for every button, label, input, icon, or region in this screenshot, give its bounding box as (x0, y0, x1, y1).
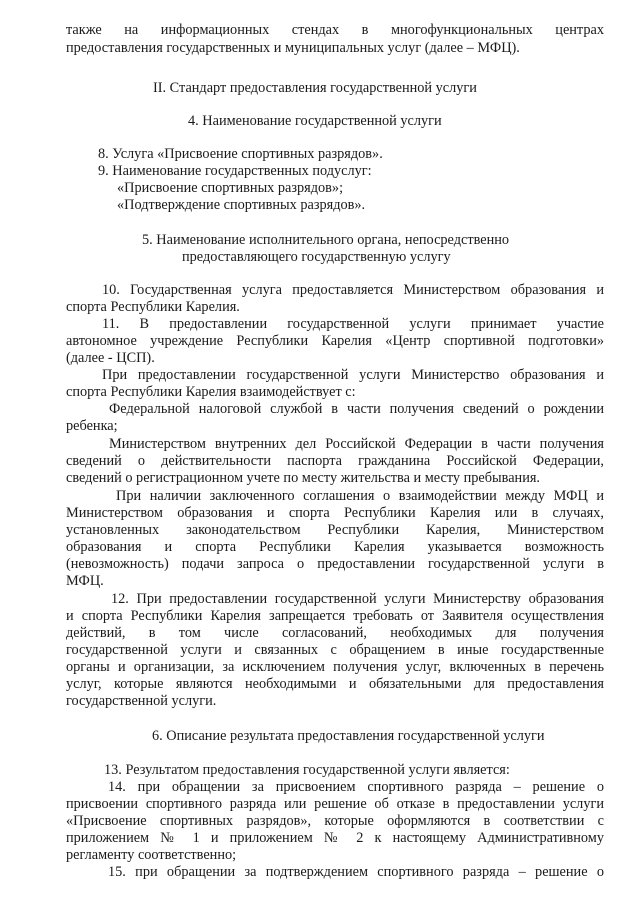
text-line: установленных законодательством Республики Карелия, Министерством (66, 522, 604, 538)
text-line: органы и организации, за исключением получения услуг, включенных в перечень (66, 659, 604, 675)
text-line: сведений о действительности паспорта гражданина Российской Федерации, (66, 453, 604, 469)
text-line: 10. Государственная услуга предоставляется Министерством образования и (102, 282, 604, 298)
text-line: Министерством внутренних дел Российской Федерации в части получения (109, 436, 604, 452)
text-line: 14. при обращении за присвоением спортивного разряда – решение о (108, 779, 604, 795)
text-line: Министерством образования и спорта Республики Карелия или в случаях, (66, 505, 604, 521)
text-line: также на информационных стендах в многофункциональных центрах (66, 22, 604, 38)
text-line: Федеральной налоговой службой в части получения сведений о рождении (109, 401, 604, 417)
text-line: спорта Республики Карелия взаимодействует с: (66, 384, 356, 400)
text-line: 15. при обращении за подтверждением спортивного разряда – решение о (108, 864, 604, 880)
text-line: ребенка; (66, 418, 118, 434)
text-line: государственной услуги и связанных с обращением в иные государственные (66, 642, 604, 658)
subsection-heading: предоставляющего государственную услугу (182, 249, 451, 265)
text-line: образования и спорта Республики Карелия указывается возможность (66, 539, 604, 555)
text-line: государственной услуги. (66, 693, 217, 709)
text-line: сведений о регистрационном учете по месту жительства и месту пребывания. (66, 470, 541, 486)
text-line: действий, в том числе согласований, необходимых для получения (66, 625, 604, 641)
text-line: предоставления государственных и муниципальных услуг (далее – МФЦ). (66, 40, 520, 56)
list-item: «Присвоение спортивных разрядов»; (117, 180, 344, 196)
text-line: 12. При предоставлении государственной услуги Министерству образования (111, 591, 604, 607)
text-line: При наличии заключенного соглашения о взаимодействии между МФЦ и (116, 488, 604, 504)
text-line: 11. В предоставлении государственной услуги принимает участие (102, 316, 604, 332)
text-line: (невозможность) подачи запроса о предоставлении государственной услуги в (66, 556, 604, 572)
text-line: 13. Результатом предоставления государственной услуги является: (104, 762, 510, 778)
text-line: приложением № 1 и приложением № 2 к настоящему Административному (66, 830, 604, 846)
text-line: и спорта Республики Карелия запрещается требовать от Заявителя осуществления (66, 608, 604, 624)
text-line: (далее - ЦСП). (66, 350, 155, 366)
subsection-heading: 5. Наименование исполнительного органа, непосредственно (142, 232, 510, 248)
text-line: автономное учреждение Республики Карелия «Центр спортивной подготовки» (66, 333, 604, 349)
text-line: спорта Республики Карелия. (66, 299, 240, 315)
list-item: 8. Услуга «Присвоение спортивных разрядов». (98, 146, 383, 162)
list-item: «Подтверждение спортивных разрядов». (117, 197, 366, 213)
section-heading: II. Стандарт предоставления государственной услуги (153, 80, 477, 96)
text-line: «Присвоение спортивных разрядов», которые оформляются в соответствии с (66, 813, 604, 829)
text-line: регламенту соответственно; (66, 847, 237, 863)
subsection-heading: 6. Описание результата предоставления государственной услуги (152, 728, 545, 744)
text-line: услуг, которые являются необходимыми и обязательными для предоставления (66, 676, 604, 692)
text-line: При предоставлении государственной услуги Министерство образования и (102, 367, 604, 383)
list-item: 9. Наименование государственных подуслуг: (98, 163, 372, 179)
subsection-heading: 4. Наименование государственной услуги (188, 113, 442, 129)
text-line: МФЦ. (66, 573, 104, 589)
text-line: присвоении спортивного разряда или решение об отказе в предоставлении услуги (66, 796, 604, 812)
